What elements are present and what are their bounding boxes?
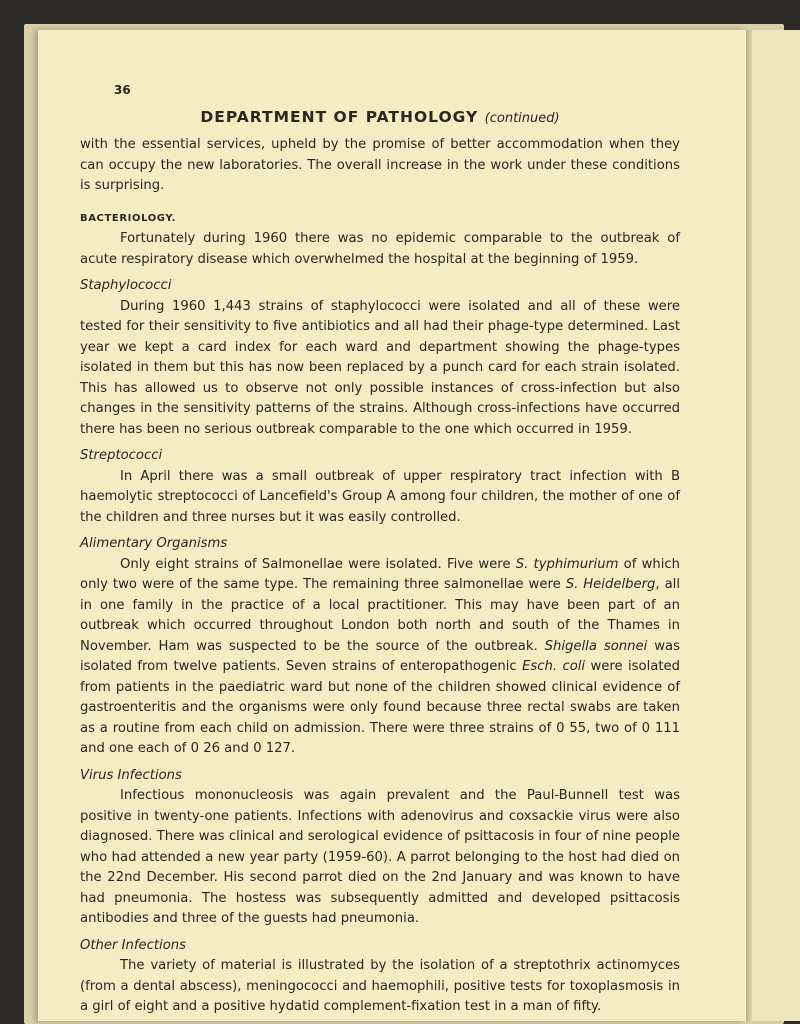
alimentary-text-e: were isolated from patients in the paediatric ward but none of the children showed clinical evidence of gastroenteritis and the organisms were only found because three rectal swabs are taken as a routine from each child on admission. There were three strains of 0 55, two of 0 111 and one each of 0 26 and 0 127. [80, 659, 681, 756]
alimentary-text-d: was isolated from twelve patients. Seven strains of enteropathogenic [80, 638, 680, 674]
organism-s-heidelberg: S. Heidelberg [565, 577, 656, 592]
intro-paragraph: with the essential services, upheld by the promise of better accommodation when they can occupy the new laboratories. The overall increase in the work under these conditions is surprising. [80, 137, 680, 193]
subheading-virus: Virus Infections [80, 767, 182, 783]
page-title [80, 107, 680, 130]
subheading-other: Other Infections [80, 937, 187, 953]
organism-s-typhimurium: S. typhimurium [515, 556, 619, 572]
paragraph-alimentary [80, 555, 680, 760]
paragraph-streptococci: In April there was a small outbreak of upper respiratory tract infection with B haemolytic streptococci of Lancefield's Group A among four children, the mother of one of the children and three nurses but it was easily controlled. [80, 468, 680, 525]
page-content [80, 80, 680, 1018]
page-title-text: DEPARTMENT OF PATHOLOGY [200, 107, 479, 126]
paragraph-bacteriology: Fortunately during 1960 there was no epidemic comparable to the outbreak of acute respiratory disease which overwhelmed the hospital at the beginning of 1959. [80, 231, 680, 267]
subheading-staphylococci: Staphylococci [80, 278, 172, 293]
section-heading-bacteriology: BACTERIOLOGY. [80, 212, 176, 224]
subheading-streptococci: Streptococci [80, 448, 163, 463]
alimentary-text-b: of which only two were of the same type. The remaining three salmonellae were [80, 556, 680, 592]
subheading-alimentary: Alimentary Organisms [80, 536, 228, 551]
page-title-suffix: (continued) [484, 110, 560, 126]
paragraph-virus: Infectious mononucleosis was again prevalent and the Paul-Bunnell test was positive in twenty-one patients. Infections with adenovirus and coxsackie virus were also diagnosed. There was clinical and serological evidence of psittacosis in four of nine people who had attended a new year party (1959-60). A parrot belonging to the host had died on the 22nd December. His second parrot died on the 2nd January and was known to have had pneumonia. The hostess was subsequently admitted and developed psittacosis antibodies and three of the guests had pneumonia. [80, 788, 680, 926]
page-number: 36 [114, 83, 131, 97]
next-page-strip [752, 30, 800, 1021]
alimentary-text-c: , all in one family in the practice of a local practitioner. This may have been part of an outbreak which occurred throughout London both north and south of the Thames in November. Ham was suspected to be the source of the outbreak. [80, 577, 680, 654]
organism-esch-coli: Esch. coli [522, 659, 586, 674]
alimentary-text-a: Only eight strains of Salmonellae were isolated. Five were [120, 556, 516, 572]
paragraph-staphylococci: During 1960 1,443 strains of staphylococci were isolated and all of these were tested for their sensitivity to five antibiotics and all had their phage-type determined. Last year we kept a card index for each ward and department showing the phage-types isolated in them but this has now been replaced by a punch card for each strain isolated. This has allowed us to observe not only possible instances of cross-infection but also changes in the sensitivity patterns of the strains. Although cross-infections have occurred there has been no serious outbreak comparable to the one which occurred in 1959. [80, 298, 680, 437]
paragraph-other: The variety of material is illustrated by the isolation of a streptothrix actinomyces (from a dental abscess), meningococci and haemophili, positive tests for toxoplasmosis in a girl of eight and a positive hydatid complement-fixation test in a man of fifty. [80, 958, 680, 1014]
organism-shigella-sonnei: Shigella sonnei [544, 638, 648, 654]
